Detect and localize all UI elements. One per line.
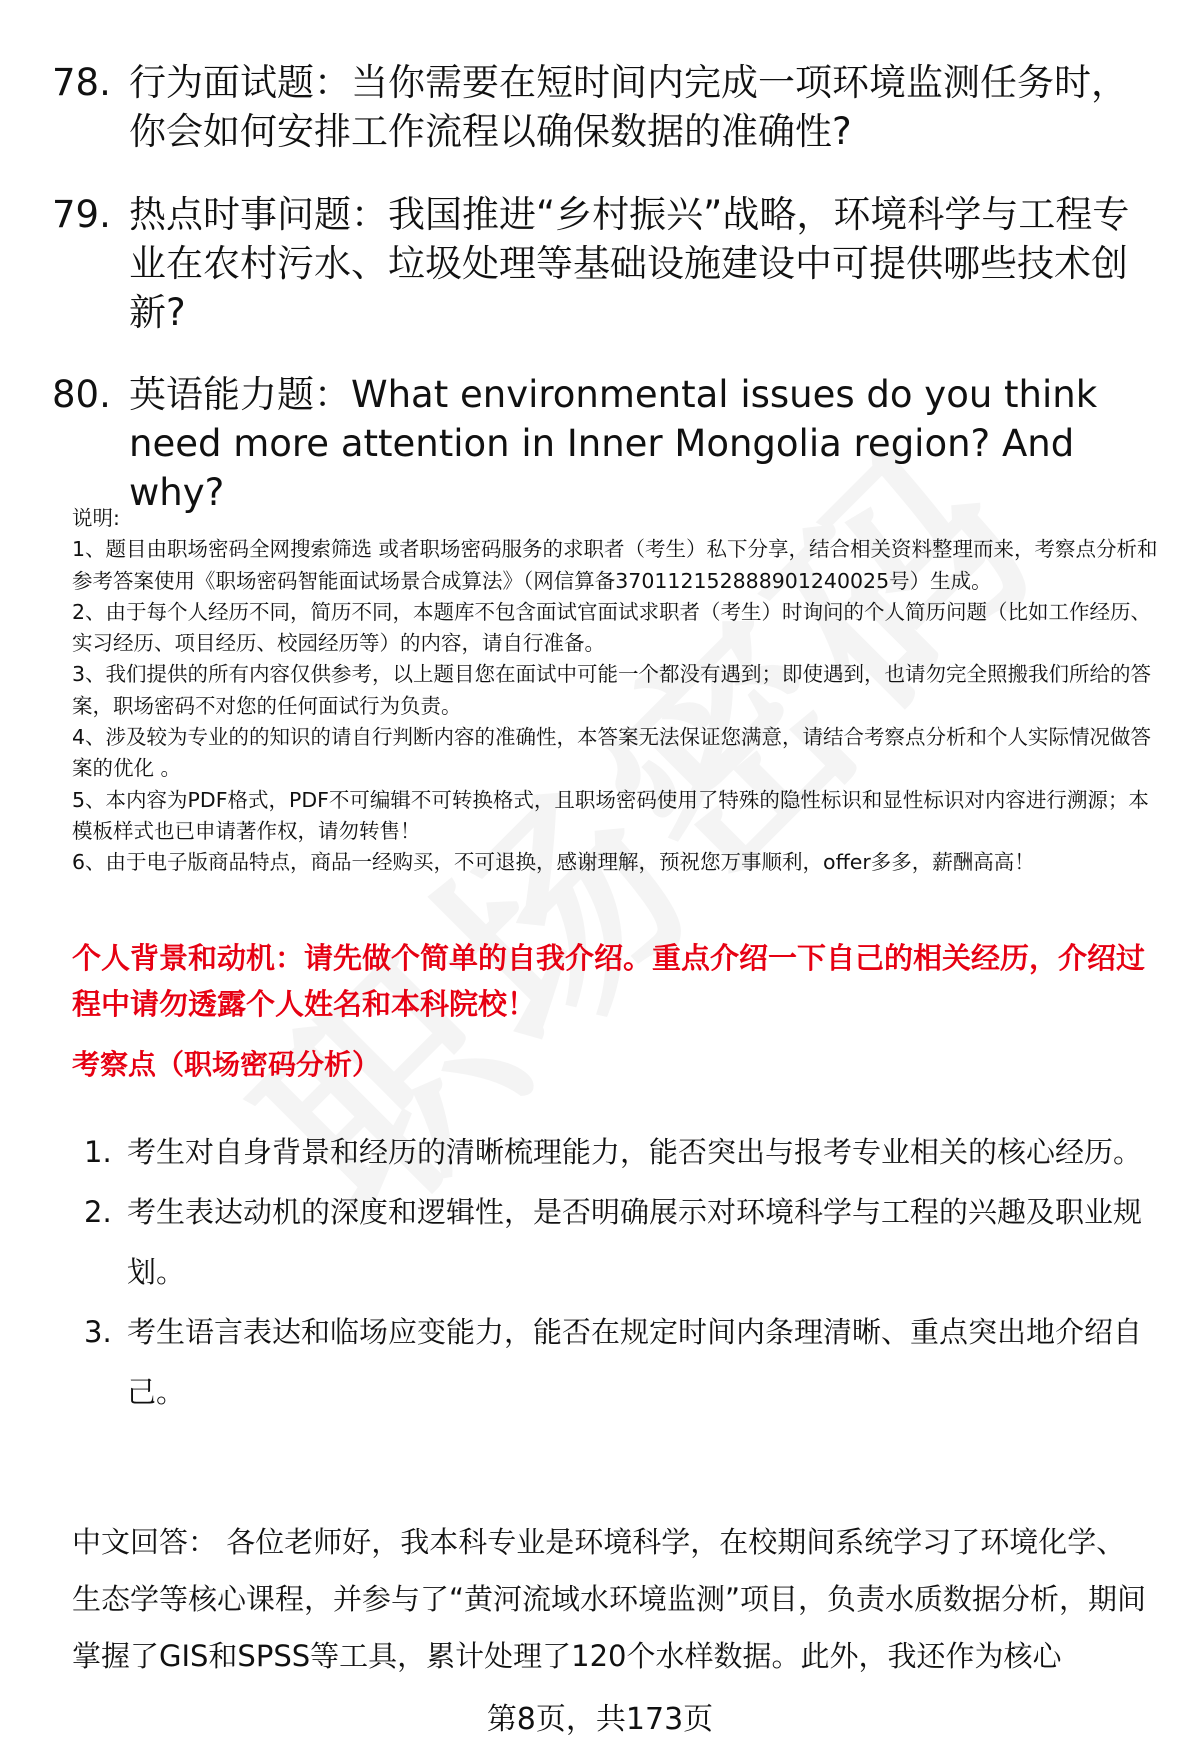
question-80 — [52, 370, 1152, 517]
note-item: 1、题目由职场密码全网搜索筛选 或者职场密码服务的求职者（考生）私下分享，结合相关资料整理而来，考察点分析和参考答案使用《职场密码智能面试场景合成算法》（网信算备370112152888901240025号）生成。 — [72, 537, 1158, 593]
note-item: 6、由于电子版商品特点，商品一经购买，不可退换，感谢理解，预祝您万事顺利，offer多多，薪酬高高！ — [72, 850, 1035, 875]
question-number: 80. — [52, 373, 111, 416]
list-item — [84, 1122, 1144, 1182]
analysis-heading: 考察点（职场密码分析） — [72, 1048, 381, 1081]
chinese-answer: 中文回答： 各位老师好，我本科专业是环境科学，在校期间系统学习了环境化学、生态学等核心课程，并参与了“黄河流域水环境监测”项目，负责水质数据分析，期间掌握了GIS和SPSS等工具，累计处理了120个水样数据。此外，我还作为核心 — [72, 1525, 1147, 1673]
question-text: 英语能力题：What environmental issues do you think need more attention in Inner Mongolia region? And why? — [129, 373, 1098, 514]
notes-title: 说明: — [72, 506, 120, 530]
list-item — [84, 1182, 1144, 1302]
point-number: 2. — [84, 1195, 112, 1229]
question-79 — [52, 190, 1152, 337]
analysis-points — [84, 1122, 1144, 1422]
point-text: 考生对自身背景和经历的清晰梳理能力，能否突出与报考专业相关的核心经历。 — [127, 1135, 1143, 1169]
question-78 — [52, 58, 1152, 156]
list-item — [84, 1302, 1144, 1422]
question-number: 78. — [52, 61, 111, 104]
disclaimer-notes — [72, 503, 1162, 879]
question-number: 79. — [52, 193, 111, 236]
question-text: 行为面试题：当你需要在短时间内完成一项环境监测任务时，你会如何安排工作流程以确保数据的准确性? — [129, 61, 1128, 153]
note-item: 2、由于每个人经历不同，简历不同，本题库不包含面试官面试求职者（考生）时询问的个人简历问题（比如工作经历、实习经历、项目经历、校园经历等）的内容，请自行准备。 — [72, 599, 1152, 656]
page-number: 第8页，共173页 — [486, 1702, 714, 1737]
note-item: 4、涉及较为专业的的知识的请自行判断内容的准确性，本答案无法保证您满意，请结合考察点分析和个人实际情况做答案的优化 。 — [72, 725, 1152, 781]
note-item: 5、本内容为PDF格式，PDF不可编辑不可转换格式，且职场密码使用了特殊的隐性标识和显性标识对内容进行溯源；本模板样式也已申请著作权，请勿转售！ — [72, 787, 1149, 843]
section-heading: 个人背景和动机：请先做个简单的自我介绍。重点介绍一下自己的相关经历，介绍过程中请勿透露个人姓名和本科院校！ — [72, 941, 1146, 1021]
point-text: 考生表达动机的深度和逻辑性，是否明确展示对环境科学与工程的兴趣及职业规划。 — [127, 1195, 1143, 1289]
point-number: 3. — [84, 1315, 112, 1349]
question-text: 热点时事问题：我国推进“乡村振兴”战略，环境科学与工程专业在农村污水、垃圾处理等基础设施建设中可提供哪些技术创新? — [129, 193, 1130, 334]
note-item: 3、我们提供的所有内容仅供参考，以上题目您在面试中可能一个都没有遇到；即使遇到，也请勿完全照搬我们所给的答案，职场密码不对您的任何面试行为负责。 — [72, 662, 1152, 718]
point-number: 1. — [84, 1135, 112, 1169]
point-text: 考生语言表达和临场应变能力，能否在规定时间内条理清晰、重点突出地介绍自己。 — [127, 1315, 1143, 1409]
